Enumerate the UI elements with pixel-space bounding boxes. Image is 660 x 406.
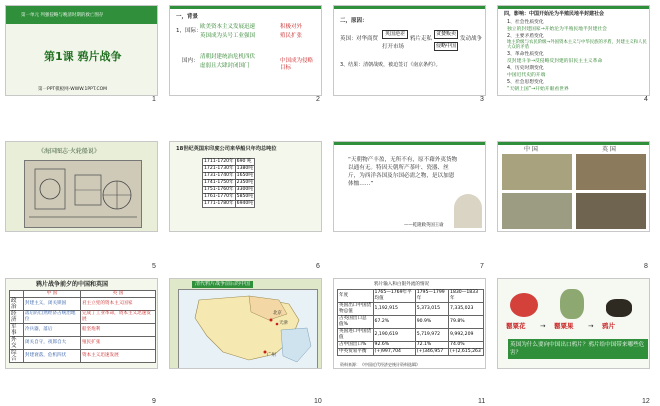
slide-thumbnail-4[interactable] bbox=[497, 5, 650, 96]
text-line: 英国成为头号工业强国 bbox=[200, 33, 256, 39]
photo-china-2 bbox=[502, 193, 572, 229]
table-row bbox=[203, 187, 255, 194]
arrow-icon: → bbox=[540, 322, 546, 330]
table-header: 中 国 bbox=[23, 291, 80, 298]
table-row bbox=[203, 166, 255, 173]
label-poppy-pod: 罂粟果 bbox=[554, 322, 574, 330]
table-header: 1795—1799年 bbox=[415, 290, 448, 303]
table-cell: 落后的自然经济占统治地位 bbox=[23, 311, 80, 324]
map-title: 清代鸦片战争前后的中国 bbox=[192, 281, 253, 288]
slide-thumbnail-9[interactable] bbox=[5, 278, 158, 369]
table-cell: 3300吨 bbox=[236, 187, 253, 192]
text-line: 4、历史时期变化 bbox=[507, 66, 544, 71]
map-label: 天津 bbox=[279, 321, 288, 326]
text-line: 积极对外 bbox=[280, 24, 303, 30]
poppy-pod-image bbox=[560, 289, 584, 319]
poppy-flower-image bbox=[510, 293, 538, 317]
table-cell: 封建主义，闭关锁国 bbox=[23, 298, 80, 311]
footer-text: 第一PPT模板网-WWW.1PPT.COM bbox=[38, 87, 108, 92]
text-line: 中国成为侵略目标 bbox=[280, 58, 314, 71]
table-cell: 中英贸易平衡 bbox=[338, 349, 374, 356]
text-line: 打开市场 bbox=[382, 44, 405, 50]
label-poppy-flower: 罂粟花 bbox=[506, 322, 526, 330]
slide-thumbnail-6[interactable] bbox=[169, 141, 322, 232]
table-cell: 2350吨 bbox=[236, 180, 253, 185]
opium-image bbox=[606, 299, 632, 317]
table-cell: 5850吨 bbox=[236, 194, 253, 199]
table-row bbox=[203, 173, 255, 180]
table-row bbox=[10, 311, 156, 324]
text-line: “天朝上国”→开始开眼看世界 bbox=[507, 87, 569, 92]
table-cell: 君主立宪的资本主义国家 bbox=[80, 298, 155, 311]
slide-thumbnail-3[interactable] bbox=[333, 5, 486, 96]
slide-thumbnail-5[interactable] bbox=[5, 141, 158, 232]
table-cell: 英国出口中国货物总值 bbox=[339, 303, 372, 314]
table-cell: 英国进口中国货值 bbox=[339, 329, 372, 340]
table-row bbox=[203, 201, 255, 208]
table-row bbox=[338, 290, 484, 303]
table-cell: 1761-1770年 bbox=[204, 194, 234, 199]
text-line: 欧美资本主义发展迅速 bbox=[200, 24, 256, 30]
photo-china-1 bbox=[502, 154, 572, 190]
box-label: 贪婪贩卖 bbox=[435, 31, 456, 37]
text-line: 独立的封建国家→开始沦为半殖民地半封建社会 bbox=[507, 27, 607, 32]
table-row bbox=[338, 349, 484, 356]
table-header: 1830—1833年 bbox=[449, 290, 484, 303]
text-line: 殖民扩张 bbox=[280, 33, 303, 39]
table-cell: 船坚炮利 bbox=[80, 324, 155, 337]
slide-thumbnail-12[interactable] bbox=[497, 278, 650, 369]
table-row bbox=[338, 329, 484, 342]
text-line: 2、主要矛盾变化 bbox=[507, 34, 544, 39]
table-cell: 冷兵器，落后 bbox=[23, 324, 80, 337]
table-header: 1765—1769年平均值 bbox=[373, 290, 415, 303]
slide-number-7: 7 bbox=[480, 263, 484, 270]
table-cell: 5,719,972 bbox=[415, 329, 448, 342]
slide-number-10: 10 bbox=[314, 398, 322, 405]
heading: 一，背景 bbox=[176, 14, 199, 20]
slide-thumbnail-8[interactable] bbox=[497, 141, 650, 232]
table-title: 鸦片战争前夕的中国和英国 bbox=[36, 281, 109, 288]
label-britain: 英 国 bbox=[602, 146, 616, 153]
text-line: 清朝封建统治危机四伏 bbox=[200, 54, 256, 60]
table-cell: 2,190,619 bbox=[373, 329, 415, 342]
label-opium: 鸦片 bbox=[602, 322, 615, 330]
table-cell: 92.6% bbox=[373, 342, 415, 349]
slide-number-8: 8 bbox=[644, 263, 648, 270]
trade-table bbox=[337, 289, 484, 356]
table-cell: 完成了工业革命，资本主义迅速发展 bbox=[80, 311, 155, 324]
slide-number-1: 1 bbox=[152, 96, 156, 103]
map-label: 广州 bbox=[267, 353, 276, 358]
portrait-image bbox=[454, 194, 482, 228]
table-cell: 9,992,209 bbox=[449, 329, 484, 342]
table-cell: 殖民扩张 bbox=[80, 337, 155, 350]
table-cell: 90.9% bbox=[415, 316, 448, 329]
table-row bbox=[203, 159, 255, 166]
caption: 《海国图志·火轮船说》 bbox=[38, 148, 100, 155]
map-label: 北京 bbox=[273, 311, 282, 316]
unit-title: 第一单元 列强侵略与晚清时期的救亡图存 bbox=[21, 13, 104, 18]
table-title: 18世纪英国东印度公司来华船只年均总吨位 bbox=[176, 146, 277, 152]
heading: 四，影响：中国开始沦为半殖民地半封建社会 bbox=[504, 11, 605, 17]
table-cell: 7,335,023 bbox=[449, 303, 484, 316]
table-cell: 72.1% bbox=[415, 342, 448, 349]
text-line: 中国近代史的开端 bbox=[507, 73, 546, 78]
slide-thumbnail-7[interactable] bbox=[333, 141, 486, 232]
table-row bbox=[10, 298, 156, 311]
table-cell: 67.2% bbox=[373, 316, 415, 329]
table-row bbox=[203, 194, 255, 201]
text-line: 3、革命性质变化 bbox=[507, 52, 544, 57]
row-label: 经济 bbox=[10, 311, 24, 324]
slide-number-12: 12 bbox=[642, 398, 650, 405]
table-cell: 封建衰落，危机四伏 bbox=[23, 350, 80, 363]
table-cell: 6940吨 bbox=[236, 201, 253, 206]
text-line: 地主阶级与农民阶级→外国资本主义与中华民族的矛盾，封建主义和人民大众的矛盾 bbox=[507, 40, 647, 50]
text-line: 虚弱且大肆封闭国门 bbox=[200, 63, 250, 69]
table-cell: 资本主义迅速发展 bbox=[80, 350, 155, 363]
photo-britain-1 bbox=[576, 154, 646, 190]
table-cell: 1741-1750年 bbox=[204, 180, 234, 185]
lesson-title: 第1课 鸦片战争 bbox=[44, 50, 122, 63]
text-line: 反封建斗争→反侵略反封建的旧民主主义革命 bbox=[507, 59, 603, 64]
table-cell: 1711-1720年 bbox=[204, 159, 234, 164]
table-row bbox=[10, 350, 156, 363]
top-band bbox=[498, 142, 649, 145]
table-cell: (+)997,704 bbox=[373, 349, 415, 356]
box-label: 英国逆差 bbox=[382, 30, 408, 39]
label-china: 中 国 bbox=[524, 146, 538, 153]
map-image bbox=[178, 289, 318, 369]
slide-thumbnail-2[interactable] bbox=[169, 5, 322, 96]
table-cell: 闭关自守，夜郎自大 bbox=[23, 337, 80, 350]
label-britain: 英国： bbox=[340, 36, 357, 42]
table-cell: (+)346,957 bbox=[415, 349, 448, 356]
table-cell: 1731-1740年 bbox=[204, 173, 234, 178]
label-international: 1，国际： bbox=[176, 28, 202, 34]
text-line: 1、社会性质变化 bbox=[507, 20, 544, 25]
table-cell: (+)2,615,263 bbox=[449, 349, 484, 356]
quote-text: “天朝物产丰盈，无所不有，原不藉外夷货物以通有无。特因天朝所产茶叶、瓷器、丝斤，为西洋各国及尔国必需之物，是以加恩体恤……” bbox=[348, 157, 458, 187]
table-cell: 占英国出口总值% bbox=[338, 316, 374, 329]
table-header bbox=[10, 291, 24, 298]
table-header: 年度 bbox=[338, 290, 374, 303]
table-cell: 5,373,015 bbox=[415, 303, 448, 316]
arrow-icon: → bbox=[588, 322, 594, 330]
quote-source: ——乾隆敕英国王谕 bbox=[404, 223, 444, 228]
comparison-table bbox=[9, 290, 156, 363]
table-cell: 1,192,915 bbox=[373, 303, 415, 316]
table-cell: 占中国出口% bbox=[338, 342, 374, 349]
steamship-illustration bbox=[24, 160, 142, 228]
text-line: 鸦片走私 bbox=[410, 36, 433, 42]
table-source: 资料来源：《中国近代经济史统计资料选辑》 bbox=[340, 362, 420, 367]
table-row bbox=[10, 337, 156, 350]
top-band bbox=[334, 142, 485, 145]
table-title: 鸦片输入和白银外流的情况 bbox=[374, 282, 430, 287]
slide-thumbnail-11[interactable] bbox=[333, 278, 486, 369]
slide-number-4: 4 bbox=[644, 96, 648, 103]
table-row bbox=[203, 180, 255, 187]
slide-number-6: 6 bbox=[316, 263, 320, 270]
table-row bbox=[10, 291, 156, 298]
text-line: 5、社会思想变化 bbox=[507, 80, 544, 85]
slide-number-5: 5 bbox=[152, 263, 156, 270]
top-band bbox=[334, 6, 485, 9]
table-cell: 1771-1780年 bbox=[204, 201, 234, 206]
table-cell: 79.8% bbox=[449, 316, 484, 329]
box-label: 侵略中国 bbox=[435, 43, 456, 49]
table-cell: 74.0% bbox=[449, 342, 484, 349]
table-row bbox=[10, 324, 156, 337]
row-label: 综合 bbox=[10, 350, 24, 363]
slide-thumbnail-10[interactable] bbox=[169, 278, 322, 369]
table-cell: 1650吨 bbox=[236, 173, 253, 178]
table-header: 英 国 bbox=[80, 291, 155, 298]
slide-thumbnail-1[interactable] bbox=[5, 5, 158, 96]
photo-britain-2 bbox=[576, 193, 646, 229]
table-cell: 1751-1760年 bbox=[204, 187, 234, 192]
row-label: 外交 bbox=[10, 337, 24, 350]
slide-number-3: 3 bbox=[480, 96, 484, 103]
question-text: 英国为什么要向中国出口鸦片？鸦片给中国带来哪些危害？ bbox=[508, 339, 648, 359]
table-cell: 1380吨 bbox=[236, 166, 253, 171]
text-line: 发动战争 bbox=[460, 36, 483, 42]
slide-number-2: 2 bbox=[316, 96, 320, 103]
top-band bbox=[498, 6, 649, 9]
table-row bbox=[338, 342, 484, 349]
row-label: 政治 bbox=[10, 298, 24, 311]
label-domestic: 国内： bbox=[182, 58, 199, 64]
text-line: 对华商贸 bbox=[356, 36, 379, 42]
table-row bbox=[338, 316, 484, 329]
tonnage-table bbox=[202, 158, 255, 208]
table-cell: 1721-1730年 bbox=[204, 166, 234, 171]
top-band bbox=[170, 6, 321, 9]
slide-number-11: 11 bbox=[478, 398, 486, 405]
row-label: 军事 bbox=[10, 324, 24, 337]
heading: 二，原因： bbox=[340, 18, 368, 24]
table-row bbox=[338, 303, 484, 316]
table-cell: 690 吨 bbox=[235, 159, 254, 166]
slide-number-9: 9 bbox=[152, 398, 156, 405]
text-line: 3、结果：清朝战败，被迫签订《南京条约》。 bbox=[340, 62, 441, 68]
